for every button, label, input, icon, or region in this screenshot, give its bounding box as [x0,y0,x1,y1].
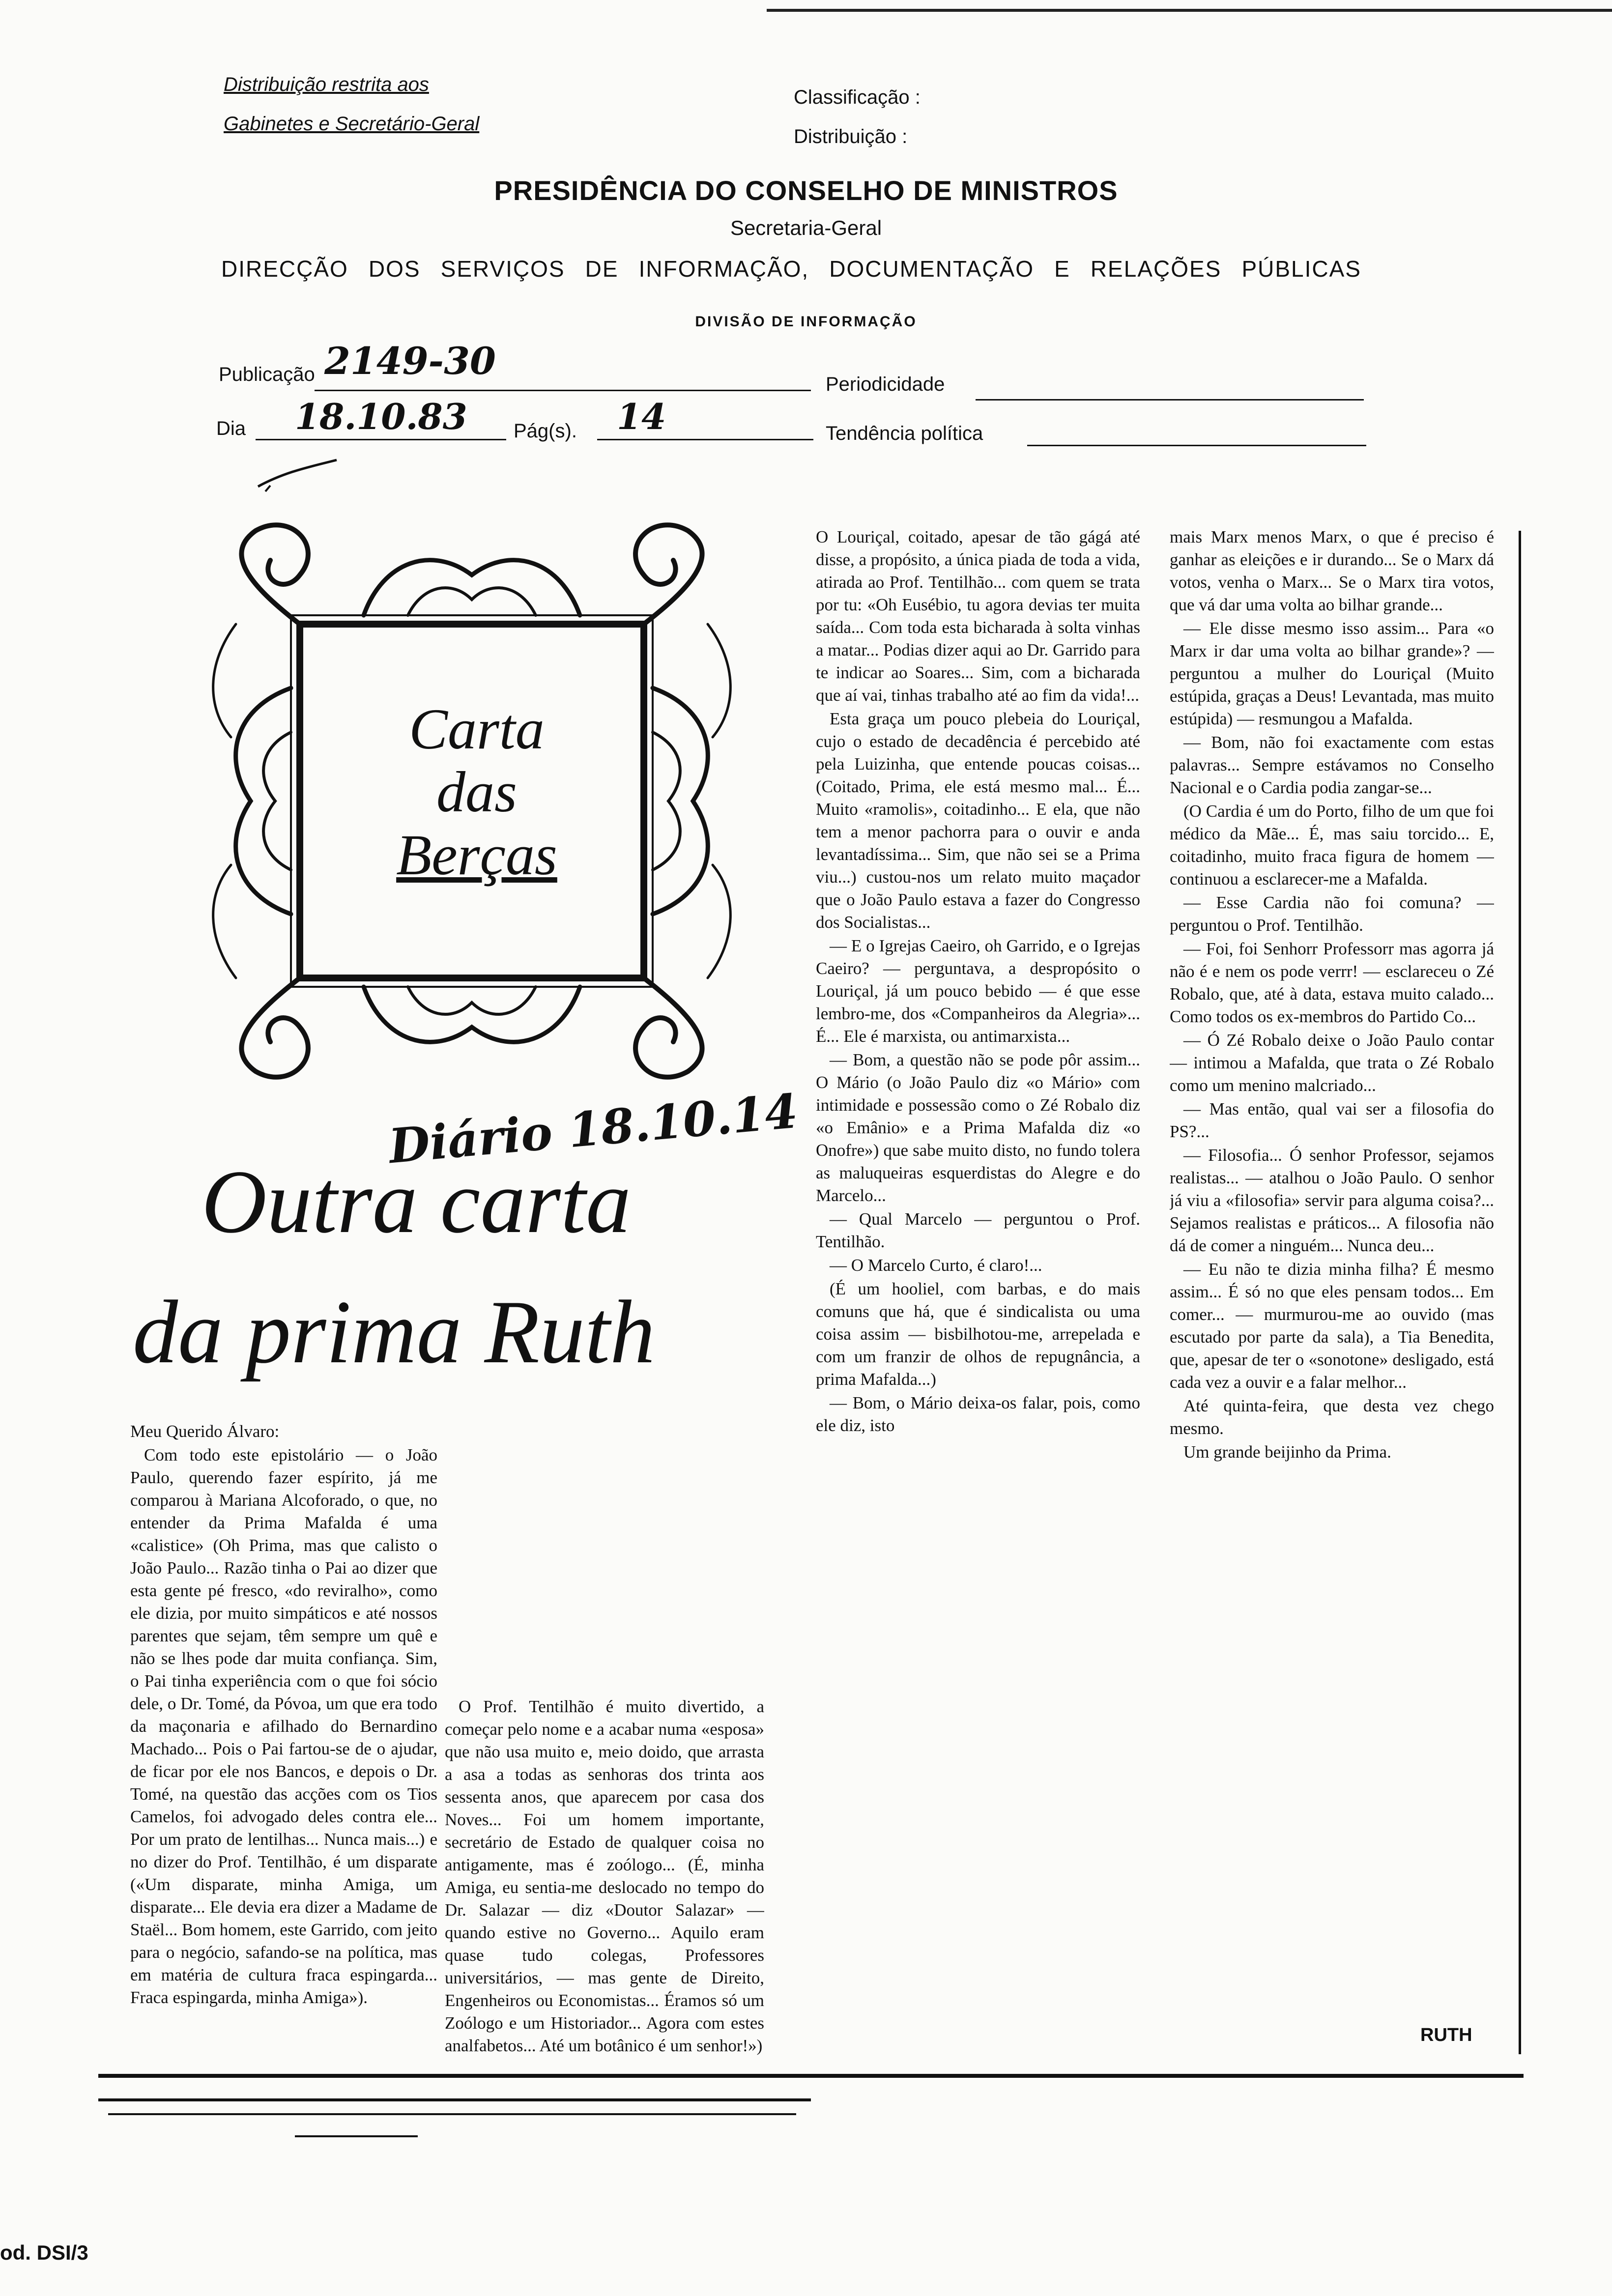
publication-underline [315,390,811,391]
day-label: Dia [216,418,246,439]
signature: RUTH [1420,2025,1472,2045]
paragraph: — Bom, o Mário deixa-os falar, pois, como ele diz, isto [816,1393,1140,1435]
publication-label: Publicação [219,364,315,385]
article-column-2b [445,1695,764,2079]
paragraph: — Esse Cardia não foi comuna? — perguntou o Prof. Tentilhão. [1170,893,1494,935]
pen-mark [256,457,339,496]
pages-label: Pág(s). [514,420,577,442]
paragraph: — Bom, a questão não se pode pôr assim... O Mário (o João Paulo diz «o Mário» com intimidade e possessão como o Zé Robalo diz «o Emânio» e a Prima Mafalda diz «o Onofre») que sabe muito disto, no fundo tolera as maluqueiras esquerdistas do Alegre e do Marcelo... [816,1050,1140,1205]
periodicity-label: Periodicidade [826,373,945,395]
restricted-distribution-line1: Distribuição restrita aos [224,74,429,95]
publication-value: 2149-30 [324,339,496,383]
paragraph: — Filosofia... Ó senhor Professor, sejamos realistas... — atalhou o João Paulo. O senhor já viu a «filosofia» servir para alguma coisa?... Sejamos realistas e práticos... A filosofia não dá de comer a ninguém... Nunca deu... [1170,1146,1494,1255]
tendency-label: Tendência política [826,423,983,444]
paragraph: — Foi, foi Senhorr Professorr mas agorra já não é e nem os pode verrr! — esclareceu o Zé Robalo, que, até à data, estava muito calado... Como todos os ex-membros do Partido Co... [1170,939,1494,1026]
pages-value: 14 [617,396,666,437]
paragraph: Um grande beijinho da Prima. [1183,1442,1391,1462]
paragraph: (É um hooliel, com barbas, e do mais comuns que há, que é sindicalista ou uma coisa assim — bisbilhotou-me, arrepelada e com um franzir de olhos de repugnância, a prima Mafalda...) [816,1279,1140,1389]
kicker: Carta das Berças [396,697,557,887]
periodicity-underline [976,399,1364,401]
article-title-line1: Outra carta [202,1151,631,1252]
paragraph: — Bom, não foi exactamente com estas palavras... Sempre estávamos no Conselho Nacional e o Cardia podia zangar-se... [1170,733,1494,797]
paragraph: (O Cardia é um do Porto, filho de um que foi médico da Mãe... É, mas saiu torcido... E, coitadinho, muito fraca figura de homem — continuou a esclarecer-me a Mafalda. [1170,802,1494,889]
org-subtitle: Secretaria-Geral [730,216,882,239]
day-underline [256,439,506,440]
tendency-underline [1027,445,1366,446]
paragraph: Esta graça um pouco plebeia do Louriçal, cujo o estado de decadência é percebido até pela Luizinha, que entende poucas coisas... (Coitado, Prima, ele está mesmo mal... É... Muito «ramolis», coitadinho... E ela, que não tem a menor pachorra para o ouvir e anda levantadíssima... Sim, que não sei se a Prima viu...) custou-nos um relato muito maçador que o João Paulo estava a fazer do Congresso dos Socialistas... [816,709,1140,932]
org-directorate: DIRECÇÃO DOS SERVIÇOS DE INFORMAÇÃO, DOCUMENTAÇÃO E RELAÇÕES PÚBLICAS [221,256,1361,282]
day-value: 18.10.83 [295,396,467,437]
bottom-rule-3 [108,2113,796,2115]
article-column-3 [816,526,1140,2079]
bottom-rule-4 [295,2135,418,2137]
org-main-title: PRESIDÊNCIA DO CONSELHO DE MINISTROS [494,175,1118,206]
salutation: Meu Querido Álvaro: [130,1422,280,1441]
distribution-label: Distribuição : [794,126,908,147]
classification-label: Classificação : [794,86,921,108]
paragraph: Até quinta-feira, que desta vez chego mesmo. [1170,1396,1494,1438]
paragraph: — Eu não te dizia minha filha? É mesmo assim... É só no que eles pensam todos... Em comer... — murmurou-me ao ouvido (mas escutado por parte da sala), a Tia Benedita, que, apesar de ter o «sonotone» desligado, está cada vez a ouvir e a falar melhor... [1170,1260,1494,1392]
org-division: DIVISÃO DE INFORMAÇÃO [695,314,917,330]
top-edge-rule [767,9,1612,12]
paragraph: — Mas então, qual vai ser a filosofia do PS?... [1170,1099,1494,1141]
paragraph: — E o Igrejas Caeiro, oh Garrido, e o Igrejas Caeiro? — perguntava, a despropósito o Louriçal, já um pouco bebido — é que esse lembro-me, dos «Companheiros da Alegria»... É... Ele é marxista, ou antimarxista... [816,936,1140,1046]
right-edge-rule [1519,531,1521,2054]
article-column-4 [1170,526,1494,2025]
paragraph: — Ó Zé Robalo deixe o João Paulo contar — intimou a Mafalda, que trata o Zé Robalo como um menino malcriado... [1170,1031,1494,1095]
paragraph: — O Marcelo Curto, é claro!... [830,1256,1042,1275]
form-code: od. DSI/3 [0,2241,88,2264]
restricted-distribution-line2: Gabinetes e Secretário-Geral [224,113,480,135]
article-title-line2: da prima Ruth [133,1282,656,1382]
handwritten-source-note: Diário 18.10.14 [386,1083,800,1175]
article-column-1 [130,1420,437,2079]
paragraph: Com todo este epistolário — o João Paulo, querendo fazer espírito, já me comparou à Mariana Alcoforado, o que, no entender da Prima Mafalda é uma «calistice» (Oh Prima, mas que calisto o João Paulo... Razão tinha o Pai ao dizer que esta gente pé fresco, «do reviralho», como ele dizia, por muito simpáticos e até nossos parentes que sejam, têm sempre um quê e não se lhes pode dar muita confiança. Sim, o Pai tinha experiência com o que foi sócio dele, o Dr. Tomé, da Póvoa, um que era todo da maçonaria e afilhado do Bernardino Machado... Pois o Pai fartou-se de o ajudar, de ficar por ele nos Bancos, e depois o Dr. Tomé, na questão das acções com os Tios Camelos, foi advogado deles contra ele... Por um prato de lentilhas... Nunca mais...) e no dizer do Prof. Tentilhão, é um disparate («Um disparate, minha Amiga, um disparate... Ele devia era dizer a Madame de Staël... Bom homem, este Garrido, com jeito para o negócio, safando-se na política, mas em matéria de cultura fraca espingarda... Fraca espingarda, minha Amiga»). [130,1445,437,2007]
bottom-rule-2 [98,2098,811,2101]
pages-underline [597,439,813,440]
paragraph: O Louriçal, coitado, apesar de tão gágá até disse, a propósito, a única piada de toda a vida, atirada ao Prof. Tentilhão... com quem se trata por tu: «Oh Eusébio, tu agora devias ter muita saída... Com toda esta bicharada à solta vinhas a matar... Podias dizer aqui ao Dr. Garrido para te indicar ao Soares... Sim, com a bicharada que aí vai, tinhas trabalho até ao fim da vida!... [816,527,1140,705]
paragraph: O Prof. Tentilhão é muito divertido, a começar pelo nome e a acabar numa «esposa» que não usa muito e, meio doido, que arrasta a asa a todas as senhoras dos trinta aos sessenta anos, que aparecem por casa dos Noves... Foi um homem importante, secretário de Estado de qualquer coisa no antigamente, mas é zoólogo... (É, minha Amiga, eu sentia-me deslocado no tempo do Dr. Salazar — diz «Doutor Salazar» — quando estive no Governo... Aquilo eram quase tudo colegas, Professores universitários, — mas gente de Direito, Engenheiros ou Economistas... Éramos só um Zoólogo e um Historiador... Agora com estes analfabetos... Até um botânico é um senhor!») [445,1697,764,2055]
paragraph: — Qual Marcelo — perguntou o Prof. Tentilhão. [816,1209,1140,1251]
bottom-rule-1 [98,2074,1524,2078]
paragraph: — Ele disse mesmo isso assim... Para «o Marx ir dar uma volta ao bilhar grande»? — perguntou a mulher do Louriçal (Muito estúpida, graças a Deus! Levantada, mas muito estúpida) — resmungou a Mafalda. [1170,619,1494,728]
paragraph: mais Marx menos Marx, o que é preciso é ganhar as eleições e ir durando... Se o Marx dá votos, venha o Marx... Se o Marx tira votos, que vá dar uma volta ao bilhar grande... [1170,527,1494,614]
